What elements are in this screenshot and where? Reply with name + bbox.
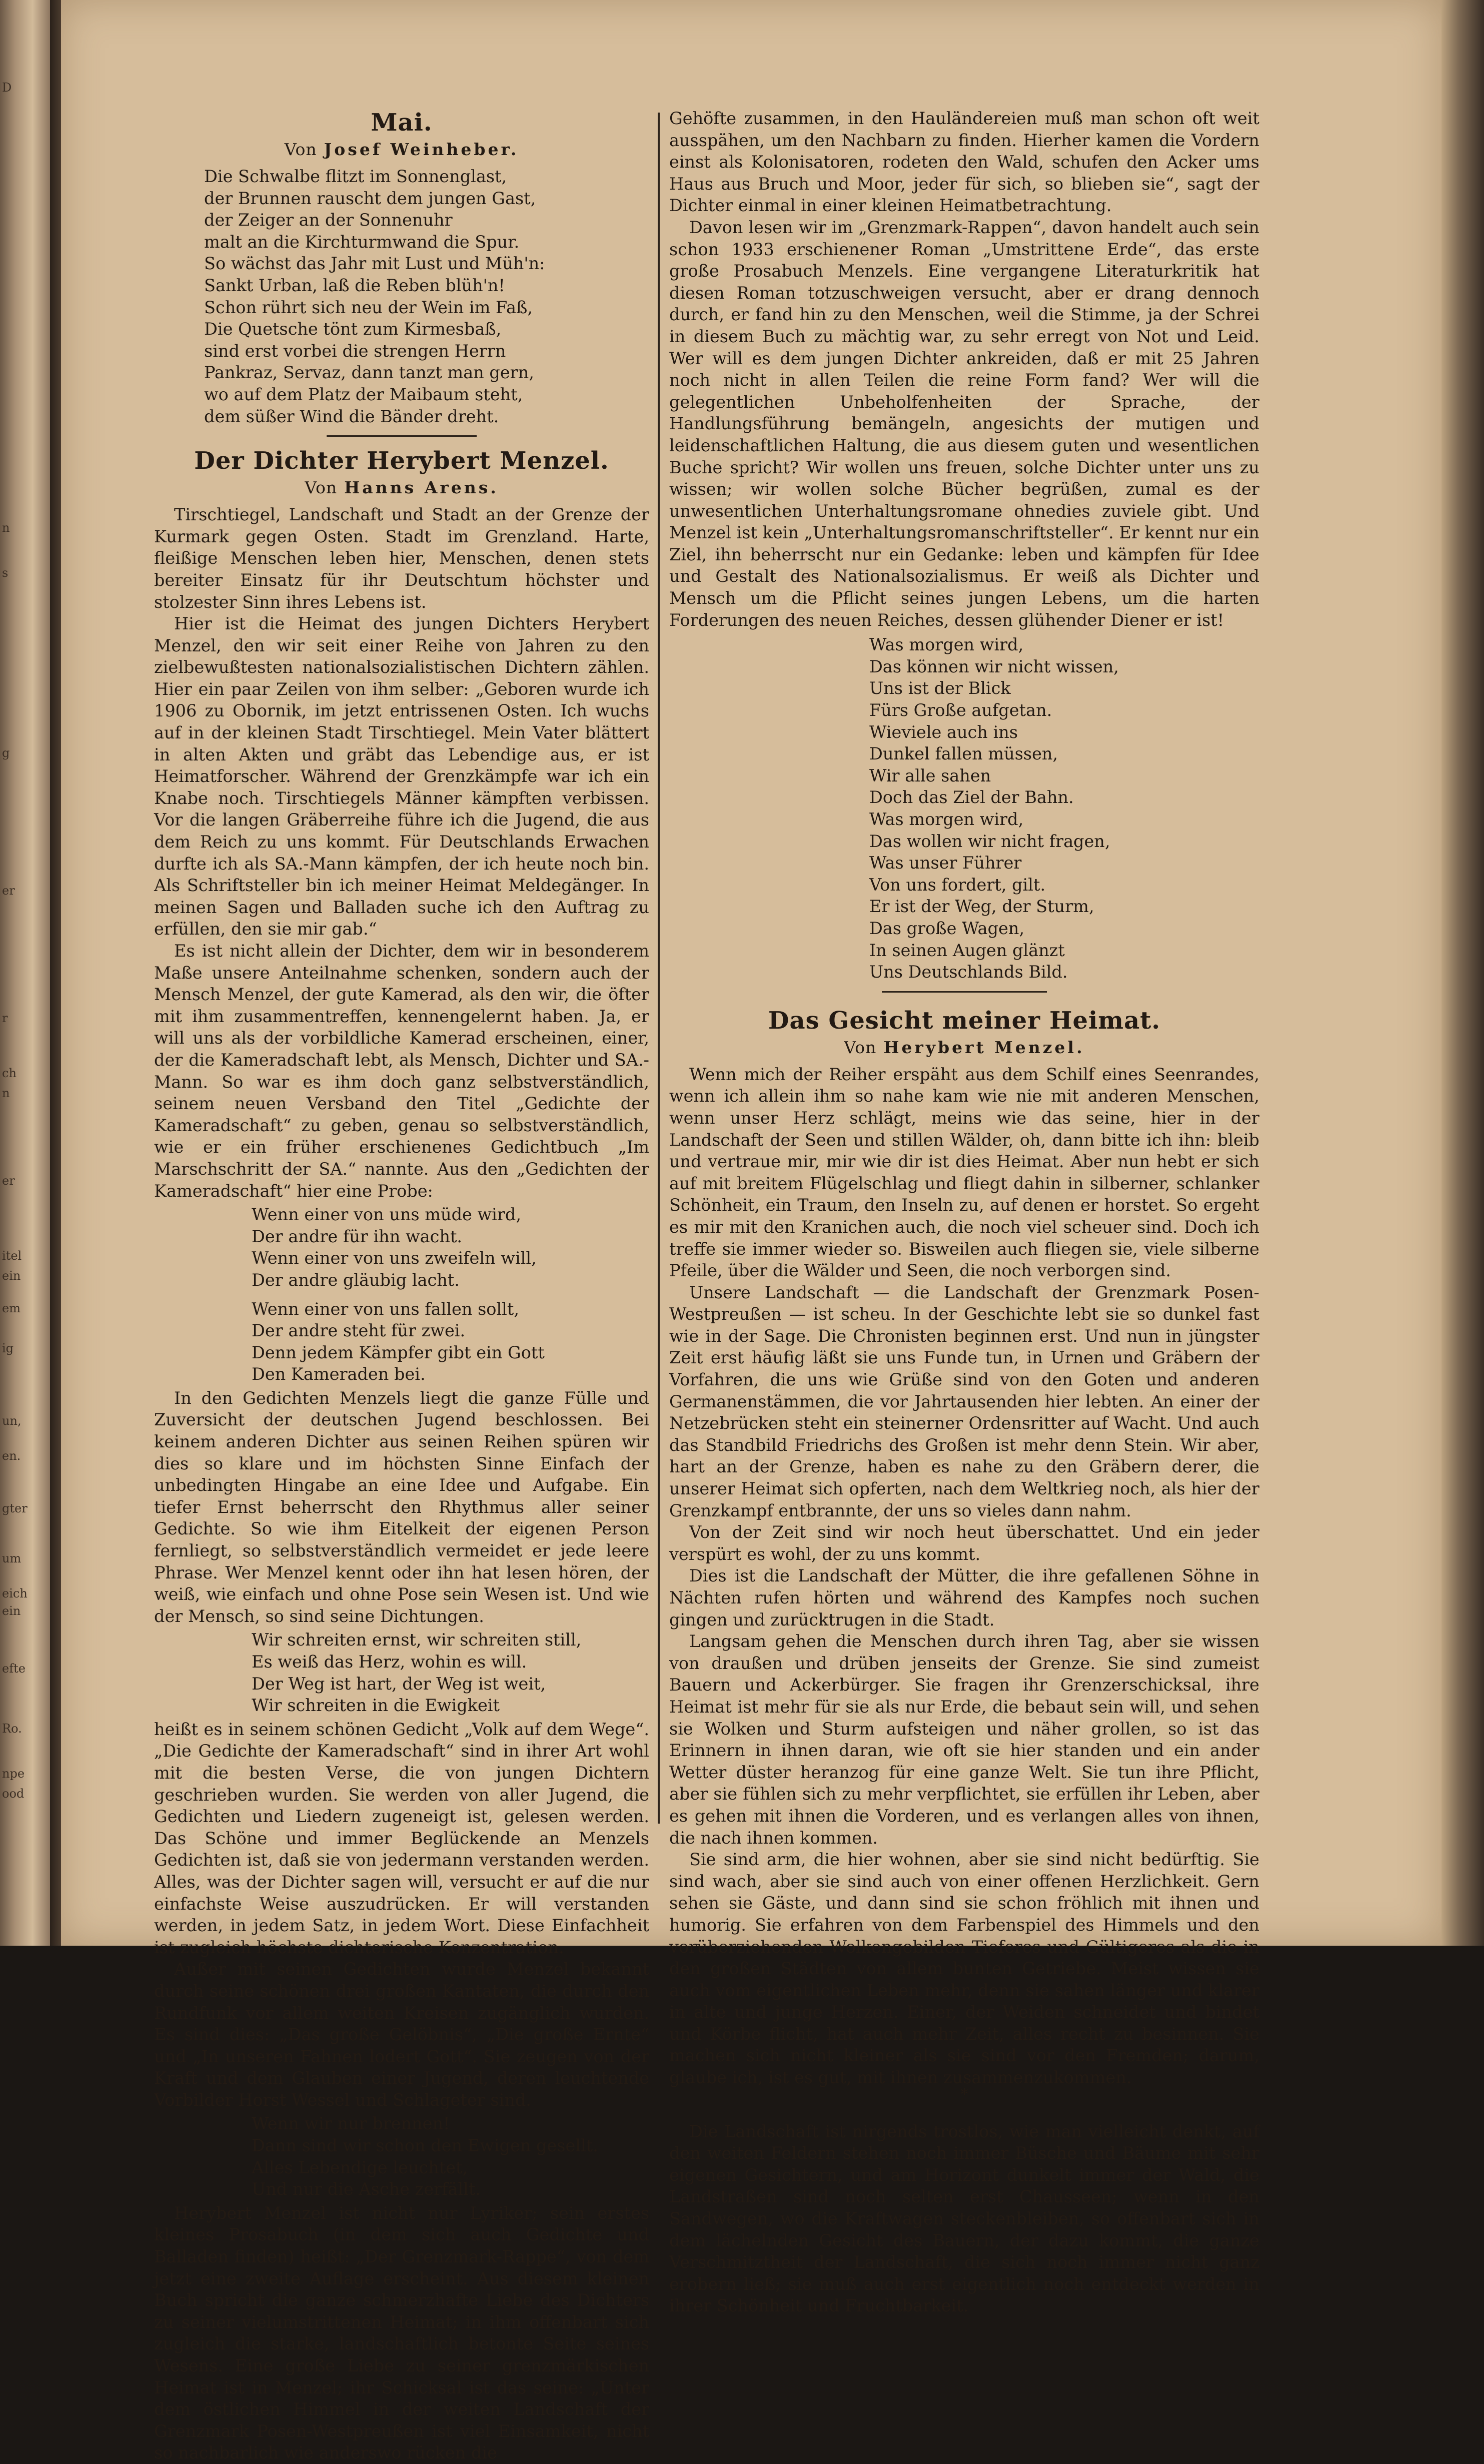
heimat-article-author: Herybert Menzel. — [883, 1037, 1085, 1057]
poem-line: Schon rührt sich neu der Wein im Faß, — [204, 297, 533, 317]
poem-line: Und nur die Asche zerfällt. — [252, 2179, 481, 2199]
left-margin-fragment: ood — [2, 1787, 25, 1801]
left-margin-fragment: un, — [2, 1414, 22, 1428]
poem-line: Den Kameraden bei. — [252, 1364, 426, 1384]
left-margin-fragment: en. — [2, 1449, 21, 1463]
article-paragraph: Es ist nicht allein der Dichter, dem wir in besonderem Maße unsere Anteilnahme schenken, sondern auch der Mensch Menzel, der gute Kamerad, als den wir, die öfter mit ihm zusammentreffen, kennengelernt haben. Ja, er will uns als der vorbildliche Kamerad erscheinen, einer, der die Kameradschaft lebt, als Mensch, Dichter und SA.-Mann. So war es ihm doch ganz selbstverständlich, seinem neuen Versband den Titel „Gedichte der Kameradschaft“ zu geben, genau so selbstverständlich, wie er ein früher erschienenes Gedichtbuch „Im Marschschritt der SA.“ nannte. Aus den „Gedichten der Kameradschaft“ hier eine Probe: — [154, 941, 649, 1201]
poem-line: Wir schreiten ernst, wir schreiten still, — [252, 1630, 582, 1650]
left-margin-fragment: itel — [2, 1249, 22, 1263]
left-margin-fragment: D — [2, 81, 12, 95]
poem-line: Was unser Führer — [869, 853, 1022, 873]
poem-line: Uns Deutschlands Bild. — [869, 962, 1068, 982]
article-paragraph: heißt es in seinem schönen Gedicht „Volk auf dem Wege“. „Die Gedichte der Kameradschaft“ sind in ihrer Art wohl mit die besten Verse, die von jungen Dichtern geschrieben wurden. Sie werden von aller Jugend, die Gedichten und Liedern zugeneigt ist, gelesen werden. Das Schöne und immer Beglückende an Menzels Gedichten ist, daß sie von jedermann verstanden werden. Alles, was der Dichter sagen will, versucht er auf die nur einfachste Weise auszudrücken. Er will verstanden werden, in jedem Satz, in jedem Wort. Diese Einfachheit ist zugleich höchste dichterische Konzentration. — [154, 1719, 649, 1957]
article-paragraph: In den Gedichten Menzels liegt die ganze Fülle und Zuversicht der deutschen Jugend beschlossen. Bei keinem anderen Dichter aus seinen Reihen spüren wir dies so klare und im höchsten Sinne Einfach der unbedingten Hingabe an eine Idee und Aufgabe. Ein tiefer Ernst beherrscht den Rhythmus aller seiner Gedichte. So wie ihm Eitelkeit der eigenen Person fernliegt, so selbstverständlich vermeidet er jede leere Phrase. Wer Menzel kennt oder ihn hat lesen hören, der weiß, wie einfach und ohne Pose sein Wesen ist. Und wie der Mensch, so sind seine Dichtungen. — [154, 1388, 649, 1626]
article-paragraph: Dies ist die Landschaft der Mütter, die ihre gefallenen Söhne in Nächten rufen hörten und während des Kampfes noch suchen gingen und zurücktrugen in die Stadt. — [669, 1566, 1259, 1629]
poem-line: Der andre gläubig lacht. — [252, 1270, 460, 1290]
left-margin-fragment: efte — [2, 1662, 26, 1676]
left-margin-fragment: eich — [2, 1586, 28, 1600]
left-margin-fragment: em — [2, 1301, 21, 1315]
poem-line: dem süßer Wind die Bänder dreht. — [204, 406, 499, 426]
poem-line: Sankt Urban, laß die Reben blüh'n! — [204, 275, 505, 295]
mai-author: Josef Weinheber. — [324, 140, 519, 159]
mai-byline — [154, 139, 649, 161]
poem-line: Das wollen wir nicht fragen, — [869, 831, 1110, 851]
article-paragraph: Außer mit seinen Gedichten wurde Menzel bekannt durch seine schönen drei großen Kantaten, die durch den Rundfunk vor allem weiten Kreisen zugänglich wurden. Es sind dies: „Das große Gelöbnis“, „Die große Ernte“ und „In unseren Fahnen lodert Gott“. Sie zeugen von der Kraft und dem Glauben einer Jugend, deren leuchtende Vorbilder Horst Wessel und Schlageter sind. — [154, 1959, 649, 2110]
poem-line: Der Weg ist hart, der Weg ist weit, — [252, 1674, 546, 1694]
article-paragraph: Hier ist die Heimat des jungen Dichters Herybert Menzel, den wir seit einer Reihe von Jahren zu den zielbewußtesten nationalsozialistischen Dichtern zählen. Hier ein paar Zeilen von ihm selber: „Geboren wurde ich 1906 zu Obornik, im jetzt entrissenen Osten. Ich wuchs auf in der kleinen Stadt Tirschtiegel. Mein Vater blättert in alten Akten und gräbt das Lebendige aus, er ist Heimatforscher. Während der Grenzkämpfe war ich ein Knabe noch. Tirschtiegels Männer kämpften verbissen. Vor die langen Gräberreihe führe ich die Jugend, die aus dem Reich zu uns kommt. Für Deutschlands Erwachen durfte ich als SA.-Mann kämpfen, der ich heute noch bin. Als Schriftsteller bin ich meiner Heimat Meldegänger. In meinen Sagen und Balladen suche ich den Auftrag zu erfüllen, den sie mir gab.“ — [154, 614, 649, 939]
mai-poem — [154, 166, 649, 427]
left-margin-fragment: s — [2, 566, 9, 580]
brennen-poem — [154, 2113, 649, 2200]
poem-line: Es weiß das Herz, wohin es will. — [252, 1652, 527, 1672]
section-divider — [327, 435, 477, 437]
left-margin-fragment: gter — [2, 1501, 28, 1515]
section-asterisk: * — [960, 2085, 968, 2103]
schreiten-poem — [154, 1629, 649, 1716]
left-margin-fragment: ein — [2, 1604, 21, 1618]
poem-line: Denn jedem Kämpfer gibt ein Gott — [252, 1342, 545, 1362]
left-page-edge — [0, 0, 50, 1946]
menzel-byline-prefix: Von — [305, 478, 338, 498]
left-margin-fragment: g — [2, 746, 10, 760]
poem-line: Er ist der Weg, der Sturm, — [869, 897, 1094, 917]
left-margin-fragment: n — [2, 521, 10, 535]
article-paragraph: Von der Zeit sind wir noch heut überschattet. Und ein jeder verspürt es wohl, der zu uns kommt. — [669, 1522, 1259, 1564]
poem-line: Doch das Ziel der Bahn. — [869, 787, 1074, 807]
article-paragraph: Langsam gehen die Menschen durch ihren Tag, aber sie wissen von draußen und drüben jenseits der Grenze. Sie sind zumeist Bauern und Ackerbürger. Sie fragen ihr Grenzerschicksal, ihre Heimat ist mehr für sie als nur Erde, die bebaut sein will, und sehen sie Wolken und Sturm aufsteigen und näher grollen, so ist das Erinnern in ihnen daran, wie oft sie hier standen und ein ander Wetter düster heranzog für eine ganze Welt. Sie tun ihre Pflicht, aber sie fühlen sich zu mehr verpflichtet, sie erfüllen ihr Leben, aber es gehen mit ihnen die Vorderen, und es verlangen alles von ihnen, die nach ihnen kommen. — [669, 1631, 1259, 1848]
left-margin-fragment: um — [2, 1551, 22, 1565]
section-divider — [882, 991, 1047, 993]
poem-line: sind erst vorbei die strengen Herrn — [204, 341, 506, 361]
poem-line: Wenn wir nur brennen! — [252, 2114, 450, 2134]
poem-line: Wenn einer von uns fallen sollt, — [252, 1299, 519, 1319]
article-paragraph: Die Landschaft ist nirgends trostlos, wie man vielleicht denkt, auf den weiten Feldern stehen noch immer Büsche und Bäume mit sehr eigenen Gesichtern, und am Horizont dunkelt immer der Wald, die Landstraßen sind noch selten erst Chausseen; wenn in den Sandwegen, wo die Kraftwagen steckenbleiben, so offenbart sich in dem lächelnden Gesicht des Bauern, der dazu kommt, die ganze Verschmitztheit der Landschaft, die sich noch immer nicht ganz erobern ließ; sie muß auch erst eigentlich noch entdeckt werden in ihrer Schönheit und Fruchtbarkeit. — [669, 2121, 1259, 2316]
article-paragraph: Herybert Menzel ist nicht nur Lyriker; sein erstes kleines Prosabuch (in dem sich auch Gedichte und Balladen finden) heißt: „Der Grenzmark-Rappe“, von dem jetzt eine zweite Auflage erscheint. Aus diesem kleinen Buch spricht die ganze schmerzhafte Liebe des Dichters zu seiner vielumstrittenen Heimat; in ihm offenbart sich zugleich die starke, landschaftlich betonte Seite seines Wesens. Eine große Liebe zu seiner grenzmärkischen Heimat ist in Menzel; ihr Schicksal ist das seine: „Unter dem östlichen Himmel in der weiten Landschaft der Grenzmark Posen-Westpreußen ist viel Einsamkeit, nicht so nachbarlich wie anderswo rücken die — [154, 2203, 649, 2463]
poem-line: Was morgen wird, — [869, 809, 1024, 829]
poem-line: Wir alle sahen — [869, 765, 991, 785]
heimat-byline-prefix: Von — [844, 1037, 877, 1057]
poem-line: Von uns fordert, gilt. — [869, 875, 1046, 895]
poem-line: Das große Wagen, — [869, 918, 1025, 938]
mai-title: Mai. — [371, 109, 433, 137]
poem-line: Wieviele auch ins — [869, 722, 1018, 742]
poem-line: Das können wir nicht wissen, — [869, 656, 1119, 676]
article-paragraph: Wenn mich der Reiher erspäht aus dem Schilf eines Seenrandes, wenn ich allein ihm so nahe kam wie nie mit anderen Menschen, wenn unser Herz schlägt, meins wie das seine, hier in der Landschaft der Seen und stillen Wälder, oh, dann bitte ich ihn: bleib und vertraue mir, mir wie dir ist dies Heimat. Aber nun hebt er sich auf mit breitem Flügelschlag und fliegt dahin in silberner, schlanker Schönheit, ein Traum, den Inseln zu, auf denen er horstet. So ergeht es mir mit den Kranichen auch, die noch viel scheuer sind. Doch ich treffe sie immer wieder so. Bisweilen auch fliegen sie, viele silberne Pfeile, über die Wälder und Seen, die noch verborgen sind. — [669, 1064, 1259, 1281]
left-margin-fragment: n — [2, 1086, 10, 1100]
poem-line: Die Schwalbe flitzt im Sonnenglast, — [204, 167, 507, 186]
article-paragraph: Gehöfte zusammen, in den Hauländereien muß man schon oft weit ausspähen, um den Nachbarn zu finden. Hierher kamen die Vordern einst als Kolonisatoren, rodeten den Wald, schufen den Acker ums Haus aus Bruch und Moor, jeder für sich, so blieben sie“, sagt der Dichter einmal in einer kleinen Heimatbetrachtung. — [669, 109, 1259, 216]
poem-line: wo auf dem Platz der Maibaum steht, — [204, 384, 523, 404]
poem-line: Was morgen wird, — [869, 635, 1024, 655]
poem-line: So wächst das Jahr mit Lust und Müh'n: — [204, 254, 545, 274]
stanza-gap — [252, 1291, 649, 1298]
poem-line: Wir schreiten in die Ewigkeit — [252, 1696, 500, 1716]
left-margin-fragment: npe — [2, 1767, 25, 1781]
morgen-poem — [669, 634, 1259, 983]
left-margin-fragment: ein — [2, 1269, 21, 1283]
poem-line: Dann sind wir schon den Ewigen gesellt. — [252, 2136, 598, 2156]
poem-line: Alles Lebendige leuchtet, — [252, 2157, 468, 2177]
heimat-article-title: Das Gesicht meiner Heimat. — [768, 1006, 1161, 1035]
article-paragraph: Tirschtiegel, Landschaft und Stadt an der Grenze der Kurmark gegen Osten. Stadt im Grenzland. Harte, fleißige Menschen leben hier, Menschen, denen stets bereiter Einsatz für ihr Deutschtum höchster und stolzester Sinn ihres Lebens ist. — [154, 505, 649, 612]
article-paragraph: Sie sind arm, die hier wohnen, aber sie sind nicht bedürftig. Sie sind wach, aber sie sind auch von einer offenen Herzlichkeit. Gern sehen sie Gäste, und dann sind sie schon fröhlich mit ihnen und humorig. Sie erfahren von dem Farbenspiel des Himmels und den vorüberziehenden Wolkengebilden Tieferes und Gültigeres als die in den großen Städten von allem bunten Getriebe. Meist wissen sie auch vom eigentlichen Leben mehr, denn sie sahen länger und klarer in alte und junge Herzen. Einer, der Weiden schneidet und bindet und Körbe flicht, hat auch mehr Zeit, alles recht zu besinnen. Sie machen sich nicht kleiner als sie sind vor den Fremden; darum, glaube ich, ist es gut, mit ihnen zusammenzukommen. — [669, 1850, 1259, 2088]
poem-line: Uns ist der Blick — [869, 678, 1011, 698]
left-column — [154, 108, 649, 2464]
poem-line: In seinen Augen glänzt — [869, 940, 1065, 960]
poem-line: der Zeiger an der Sonnenuhr — [204, 210, 453, 230]
book-gutter — [50, 0, 61, 1946]
menzel-article-author: Hanns Arens. — [344, 478, 499, 498]
poem-line: Wenn einer von uns müde wird, — [252, 1205, 521, 1225]
poem-line: malt an die Kirchturmwand die Spur. — [204, 232, 520, 252]
poem-line: Die Quetsche tönt zum Kirmesbaß, — [204, 319, 502, 339]
right-column — [669, 108, 1259, 2317]
mai-byline-prefix: Von — [284, 140, 317, 159]
left-margin-fragment: er — [2, 1174, 15, 1188]
poem-line: Fürs Große aufgetan. — [869, 700, 1052, 720]
left-margin-fragment: Ro. — [2, 1722, 22, 1736]
menzel-article-title: Der Dichter Herybert Menzel. — [194, 447, 609, 475]
left-margin-fragment: er — [2, 884, 15, 898]
left-margin-fragment: ig — [2, 1341, 14, 1355]
column-rule — [658, 113, 660, 1824]
poem-line: Der andre für ihn wacht. — [252, 1226, 463, 1246]
heimat-article-byline — [669, 1037, 1259, 1059]
left-margin-fragment: ch — [2, 1066, 17, 1080]
kameradschaft-poem — [154, 1204, 649, 1385]
article-paragraph: Unsere Landschaft — die Landschaft der Grenzmark Posen-Westpreußen — ist scheu. In der Geschichte lebt sie so dunkel fast wie in der Sage. Die Chronisten beginnen erst. Und nun in jüngster Zeit erst häufig läßt sie uns Funde tun, in Urnen und Gräbern der Vorfahren, die uns wie Grüße sind von den Goten und anderen Germanenstämmen, die vor Jahrtausenden hier lebten. An einer der Netzebrücken steht ein steinerner Ordensritter auf Wacht. Und auch das Standbild Friedrichs des Großen ist mehr denn Stein. Wir aber, hart an der Grenze, haben es nahe zu den Gräbern derer, die unserer Heimat sich opferten, nach dem Weltkrieg noch, als hier der Grenzkampf entbrannte, der uns so vieles dann nahm. — [669, 1282, 1259, 1520]
article-paragraph: Davon lesen wir im „Grenzmark-Rappen“, davon handelt auch sein schon 1933 erschienener Roman „Umstrittene Erde“, das erste große Prosabuch Menzels. Eine vergangene Literaturkritik hat diesen Roman totzuschweigen versucht, aber er drang dennoch durch, er fand hin zu den Menschen, weil die Stimme, ja der Schrei in diesem Buch zu mächtig war, zu sehr erregt von Not und Leid. Wer will es dem jungen Dichter ankreiden, daß er mit 25 Jahren noch nicht in allen Teilen die reine Form fand? Wer will die gelegentlichen Unbeholfenheiten der Sprache, der Handlungsführung bemängeln, angesichts der mutigen und leidenschaftlichen Haltung, die aus diesem guten und wesentlichen Buche spricht? Wir wollen uns freuen, solche Dichter unter uns zu wissen; wir wollen solche Bücher begrüßen, zumal es der unwesentlichen Unterhaltungsromane ohnedies zuviele gibt. Und Menzel ist kein „Unterhaltungsromanschriftsteller“. Er kennt nur ein Ziel, ihn beherrscht nur ein Gedanke: leben und kämpfen für Idee und Gestalt des Nationalsozialismus. Er weiß als Dichter und Mensch um die Pflicht seines jungen Lebens, um die harten Forderungen des neuen Reiches, dessen glühender Diener er ist! — [669, 217, 1259, 630]
poem-line: Der andre steht für zwei. — [252, 1321, 466, 1341]
menzel-article-byline — [154, 477, 649, 499]
poem-line: der Brunnen rauscht dem jungen Gast, — [204, 188, 536, 208]
left-margin-fragment: r — [2, 1011, 8, 1025]
right-page-edge — [1441, 0, 1484, 1946]
poem-line: Wenn einer von uns zweifeln will, — [252, 1248, 537, 1268]
poem-line: Dunkel fallen müssen, — [869, 744, 1058, 764]
poem-line: Pankraz, Servaz, dann tanzt man gern, — [204, 363, 534, 383]
